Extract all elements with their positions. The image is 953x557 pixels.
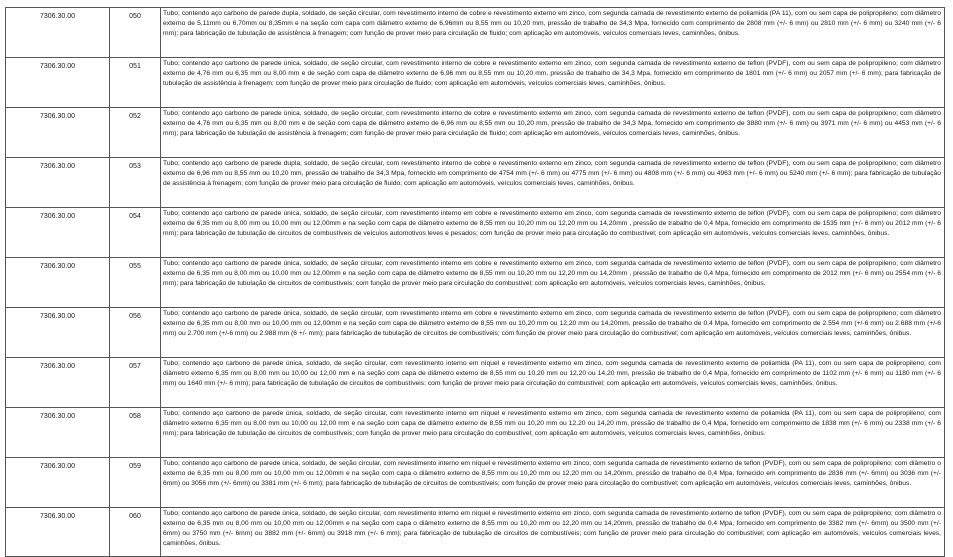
- ncm-code-cell: 7306.30.00: [6, 158, 110, 208]
- table-row: [6, 58, 945, 108]
- ncm-code-cell: 7306.30.00: [6, 8, 110, 58]
- description-cell: Tubo; contendo aço carbono de parede única, soldado, de seção circular, com revestimento interno em cobre e revestimento externo em zinco, com segunda camada de revestimento externo de teflon (PVDF), com ou sem capa de polipropileno; com diâmetro externo de 6,35 mm ou 8,00 mm ou 10,00 mm ou 12,00mm e na seção com capa de diâmetro externo de 8,55 mm ou 10,20 mm ou 12,20 mm ou 14,20mm , pressão de trabalho de 0,4 Mpa, fornecido em comprimento de 2012 mm (+/- 6 mm) ou 2554 mm (+/- 6 mm); para fabricação de tubulação de circuitos de combustíveis; com função de prover meio para circulação do combustível; com aplicação em automóveis, veículos comerciais leves, caminhões, ônibus.: [163, 260, 941, 287]
- table-row: [6, 8, 945, 58]
- ex-number-cell: 060: [110, 508, 161, 557]
- description-cell: Tubo; contendo aço carbono de parede única, soldado, de seção circular, com revestimento interno em níquel e revestimento externo em zinco, com segunda camada de revestimento externo de teflon (PVDF), com ou sem capa de polipropileno; com diâmetro o externo de 6,35 mm ou 8,00 mm ou 10,00 mm ou 12,00mm e na seção com capa o diâmetro externo de 8,55 mm ou 10,20 mm ou 12,20 mm ou 14,20mm, pressão de trabalho de 0,4 Mpa, fornecido em comprimento de 2836 mm (+/- 6mm) ou 3036 mm (+/- 6mm) ou 3056 mm (+/- 6mm) ou 3381 mm (+/- 6 mm); para fabricação de tubulação de circuitos de combustíveis; com função de prover meio para circulação do combustível; com aplicação em automóveis, veículos comerciais leves, caminhões, ônibus.: [163, 460, 941, 487]
- ncm-code-cell: 7306.30.00: [6, 508, 110, 557]
- ncm-code-cell: 7306.30.00: [6, 208, 110, 258]
- ncm-code-cell: 7306.30.00: [6, 258, 110, 308]
- table-row: [6, 308, 945, 358]
- ex-number-cell: 056: [110, 308, 161, 358]
- description-cell: Tubo; contendo aço carbono de parede dupla, soldado, de seção circular, com revestimento interno de cobre e revestimento externo em zinco, com segunda camada de revestimento externo de teflon (PVDF), com ou sem capa de polipropileno; com diâmetro externo de 6,96 mm ou 8,55 mm ou 10,20 mm, pressão de trabalho de 34,3 Mpa, fornecido em comprimento de 4754 mm (+/- 6 mm) ou 4775 mm (+/- 6 mm) ou 4808 mm (+/- 6 mm) ou 4963 mm (+/- 6 mm) ou 5240 mm (+/- 6 mm); para fabricação de tubulação de assistência à frenagem; com função de prover meio para circulação de fluido; com aplicação em automóveis, veículos comerciais leves, caminhões, ônibus.: [163, 160, 941, 187]
- ex-number-cell: 054: [110, 208, 161, 258]
- description-cell: Tubo; contendo aço carbono de parede única, soldado, de seção circular, com revestimento interno em níquel e revestimento externo em zinco, com segunda camada de revestimento externo de teflon (PVDF), com ou sem capa de polipropileno; com diâmetro o externo de 6,35 mm ou 8,00 mm ou 10,00 mm ou 12,00mm e na seção com capa o diâmetro externo de 8,55 mm ou 10,20 mm ou 12,20 mm ou 14,20mm, pressão de trabalho de 0,4 Mpa, fornecido em comprimento de 3382 mm (+/- 6mm) ou 3500 mm (+/- 6mm) ou 3750 mm (+/- 6mm) ou 3882 mm (+/- 6mm) ou 3918 mm (+/- 6 mm); para fabricação de tubulação de circuitos de combustíveis; com função de prover meio para circulação do combustível; com aplicação em automóveis, veículos comerciais leves, caminhões, ônibus.: [163, 510, 941, 547]
- ex-number-cell: 058: [110, 408, 161, 458]
- ex-number-cell: 052: [110, 108, 161, 158]
- ncm-code-cell: 7306.30.00: [6, 358, 110, 408]
- ncm-code-cell: 7306.30.00: [6, 458, 110, 508]
- ncm-code-cell: 7306.30.00: [6, 108, 110, 158]
- description-cell: Tubo; contendo aço carbono de parede dupla, soldado, de seção circular, com revestimento interno de cobre e revestimento externo em zinco, com segunda camada de revestimento externo de poliamida (PA 11), com ou sem capa de polipropileno; com diâmetro externo de 5,11mm ou 6,70mm ou 8,35mm e na seção com capa com diâmetro externo de 6,96mm ou 8,55 mm ou 10,20 mm, pressão de trabalho de 34,3 Mpa, fornecido com comprimento de 2808 mm (+/- 6 mm) ou 2810 mm (+/- 6 mm) ou 3240 mm (+/- 6 mm); para fabricação de tubulação de assistência à frenagem; com função de prover meio para circulação de fluido; com aplicação em automóveis, veículos comerciais leves, caminhões, ônibus.: [163, 10, 941, 37]
- table-row: [6, 408, 945, 458]
- description-cell: Tubo; contendo aço carbono de parede única, soldado, de seção circular, com revestimento interno de cobre e revestimento externo em zinco, com segunda camada de revestimento externo de teflon (PVDF), com ou sem capa de polipropileno; com diâmetro externo de 4,76 mm ou 6,35 mm ou 8,00 mm e de seção com capa de diâmetro externo de 6,96 mm ou 8,55 mm ou 10,20 mm, pressão de trabalho de 34,3 Mpa, fornecido em comprimento de 3880 mm (+/- 6 mm) ou 3971 mm (+/- 6 mm) ou 4453 mm (+/- 6 mm); para fabricação de tubulação de assistência à frenagem; com função de prover meio para circulação de fluido; com aplicação em automóveis, veículos comerciais leves, caminhões, ônibus.: [163, 110, 941, 137]
- ex-number-cell: 051: [110, 58, 161, 108]
- table-row: [6, 358, 945, 408]
- ex-tarifario-table: [5, 7, 945, 557]
- ex-number-cell: 053: [110, 158, 161, 208]
- ncm-code-cell: 7306.30.00: [6, 408, 110, 458]
- ex-number-cell: 059: [110, 458, 161, 508]
- description-cell: Tubo; contendo aço carbono de parede única, soldado, de seção circular, com revestimento interno de cobre e revestimento externo em zinco, com segunda camada de revestimento externo de teflon (PVDF), com ou sem capa de polipropileno; com diâmetro externo de 4,76 mm ou 6,35 mm ou 8,00 mm e de seção com capa de diâmetro externo de 6,96 mm ou 8,55 mm ou 10,20 mm, pressão de trabalho de 34,3 Mpa, fornecido em comprimento de 1801 mm (+/- 6 mm) ou 2057 mm (+/- 6 mm); para fabricação de tubulação de assistência à frenagem; com função de prover meio para circulação de fluido; com aplicação em automóveis, veículos comerciais leves, caminhões, ônibus.: [163, 60, 941, 87]
- ncm-code-cell: 7306.30.00: [6, 58, 110, 108]
- table-row: [6, 508, 945, 557]
- ex-number-cell: 055: [110, 258, 161, 308]
- description-cell: Tubo; contendo aço carbono de parede única, soldado, de seção circular, com revestimento interno em níquel e revestimento externo em zinco, com segunda camada de revestimento externo de poliamida (PA 11), com ou sem capa de polipropileno; com diâmetro externo 6,35 mm ou 8,00 mm ou 10,00 ou 12,00 mm e na seção com capa de diâmetro externo de 8,55 mm ou 10,20 mm ou 12,20 ou 14,20 mm, pressão de trabalho de 0,4 Mpa, fornecido em comprimento de 1102 mm (+/- 6 mm) ou 1180 mm (+/- 6 mm) ou 1640 mm (+/- 6 mm); para fabricação de tubulação de circuitos de combustíveis; com função de prover meio para circulação do combustível; com aplicação em automóveis, veículos comerciais leves, caminhões, ônibus.: [163, 360, 941, 387]
- ex-number-cell: 057: [110, 358, 161, 408]
- ncm-code-cell: 7306.30.00: [6, 308, 110, 358]
- table-row: [6, 258, 945, 308]
- description-cell: Tubo; contendo aço carbono de parede única, soldado, de seção circular, com revestimento interno em cobre e revestimento externo em zinco, com segunda camada de revestimento externo de teflon (PVDF), com ou sem capa de polipropileno; com diâmetro externo de 6,35 mm ou 8,00 mm ou 10,00 mm ou 12,00mm e na seção com capa de diâmetro externo de 8,55 mm ou 10,20 mm ou 12,20 mm ou 14,20mm, pressão de trabalho de 0,4 Mpa, fornecido em comprimento de 2.554 mm (+/-6 mm) ou 2.688 mm (+/-6 mm) ou 2.700 mm (+/-6 mm) ou 2.988 mm (6 +/- mm); para fabricação de tubulação de circuitos de combustíveis; com função de prover meio para circulação do combustível; com aplicação em automóveis, veículos comerciais leves, caminhões, ônibus.: [163, 310, 941, 337]
- table-row: [6, 458, 945, 508]
- table-row: [6, 158, 945, 208]
- ex-number-cell: 050: [110, 8, 161, 58]
- table-row: [6, 208, 945, 258]
- description-cell: Tubo; contendo aço carbono de parede única, soldado, de seção circular, com revestimento interno em cobre e revestimento externo em zinco, com segunda camada de revestimento externo de teflon (PVDF), com ou sem capa de polipropileno; com diâmetro externo de 6,35 mm ou 8,00 mm ou 10,00 mm ou 12,00mm e na seção com capa de diâmetro externo de 8,55 mm ou 10,20 mm ou 12,20 mm ou 14,20mm , pressão de trabalho de 0,4 Mpa, fornecido em comprimento de 1535 mm (+/- 6 mm) ou 2012 mm (+/- 6 mm); para fabricação de tubulação de circuitos de combustíveis de veículos automotivos leves e pesados; com função de prover meio para circulação do combustível; com aplicação em automóveis, veículos comerciais leves, caminhões, ônibus.: [163, 210, 941, 237]
- table-row: [6, 108, 945, 158]
- description-cell: Tubo; contendo aço carbono de parede única, soldado, de seção circular, com revestimento interno em níquel e revestimento externo em zinco, com segunda camada de revestimento externo de poliamida (PA 11), com ou sem capa de polipropileno; com diâmetro externo 6,35 mm ou 8,00 mm ou 10,00 ou 12,00 mm e na seção com capa de diâmetro externo de 8,55 mm ou 10,20 mm ou 12,20 ou 14,20 mm, pressão de trabalho de 0,4 Mpa, fornecido em comprimento de 1838 mm (+/- 6 mm) ou 2338 mm (+/- 6 mm); para fabricação de tubulação de circuitos de combustíveis; com função de prover meio para circulação do combustível; com aplicação em automóveis, veículos comerciais leves, caminhões, ônibus.: [163, 410, 941, 437]
